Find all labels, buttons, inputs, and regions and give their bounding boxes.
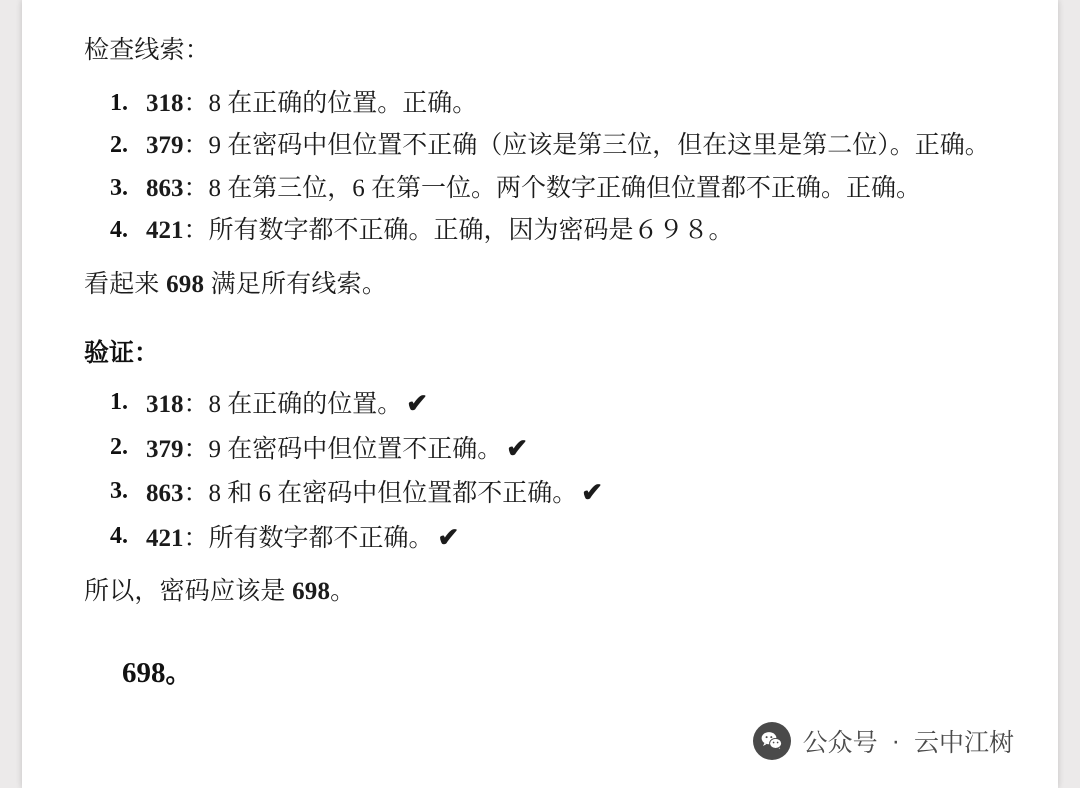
clue-separator: ： [183, 391, 209, 418]
watermark-label: 公众号 [802, 729, 878, 757]
clue-separator: ： [183, 524, 209, 552]
conclusion-paragraph [84, 573, 1018, 611]
final-answer-value: 698 [122, 656, 166, 689]
clue-code: 379 [146, 132, 184, 159]
clue-check-list [66, 84, 1018, 252]
verify-heading: 验证： [84, 340, 160, 367]
final-answer-period: 。 [165, 658, 192, 688]
final-answer [122, 653, 1018, 690]
clue-code: 421 [146, 524, 184, 552]
check-mark-icon: ✔ [506, 433, 529, 463]
list-item [144, 84, 1018, 125]
conclusion-suffix: 。 [330, 578, 356, 605]
clue-text: 9 在密码中但位置不正确（应该是第三位，但在这里是第二位）。正确。 [208, 132, 990, 159]
clue-code: 863 [146, 480, 184, 507]
clue-separator: ： [183, 435, 209, 463]
clue-text: 9 在密码中但位置不正确。 [208, 435, 503, 463]
clue-text: 8 在第三位，6 在第一位。两个数字正确但位置都不正确。正确。 [208, 174, 922, 202]
clue-separator: ： [183, 174, 209, 202]
clue-code: 421 [146, 217, 184, 244]
clue-text: 8 在正确的位置。 [208, 391, 403, 418]
clue-verify-list [66, 383, 1018, 559]
watermark [753, 722, 1014, 760]
clue-text: 所有数字都不正确。正确，因为密码是６９８。 [208, 217, 734, 244]
list-item [144, 472, 1018, 515]
check-mark-icon: ✔ [406, 389, 429, 418]
clue-text: 8 在正确的位置。正确。 [208, 89, 478, 117]
clue-code: 318 [146, 391, 184, 418]
list-item [144, 383, 1018, 426]
clue-text: 8 和 6 在密码中但位置都不正确。 [208, 480, 578, 507]
list-item [144, 169, 1018, 210]
summary-suffix: 满足所有线索。 [204, 270, 388, 298]
wechat-icon [753, 722, 791, 760]
clue-code: 379 [146, 435, 184, 463]
summary-paragraph [84, 266, 1018, 304]
clue-code: 318 [146, 89, 184, 117]
list-item [144, 428, 1018, 471]
clue-separator: ： [183, 480, 209, 507]
summary-code: 698 [166, 270, 205, 298]
intro-label: 检查线索： [84, 37, 211, 64]
list-item [144, 211, 1018, 252]
clue-separator: ： [183, 89, 209, 117]
clue-code: 863 [146, 174, 184, 202]
conclusion-code: 698 [292, 578, 331, 605]
list-item [144, 126, 1018, 167]
conclusion-prefix: 所以，密码应该是 [84, 578, 293, 605]
document-page [22, 0, 1058, 788]
list-item [144, 517, 1018, 560]
summary-prefix: 看起来 [84, 270, 167, 298]
clue-text: 所有数字都不正确。 [208, 524, 434, 552]
watermark-account: 云中江树 [913, 729, 1014, 757]
clue-separator: ： [183, 132, 209, 159]
clue-separator: ： [183, 217, 209, 244]
check-mark-icon: ✔ [581, 478, 604, 507]
watermark-separator: · [891, 726, 900, 755]
check-mark-icon: ✔ [437, 522, 460, 552]
